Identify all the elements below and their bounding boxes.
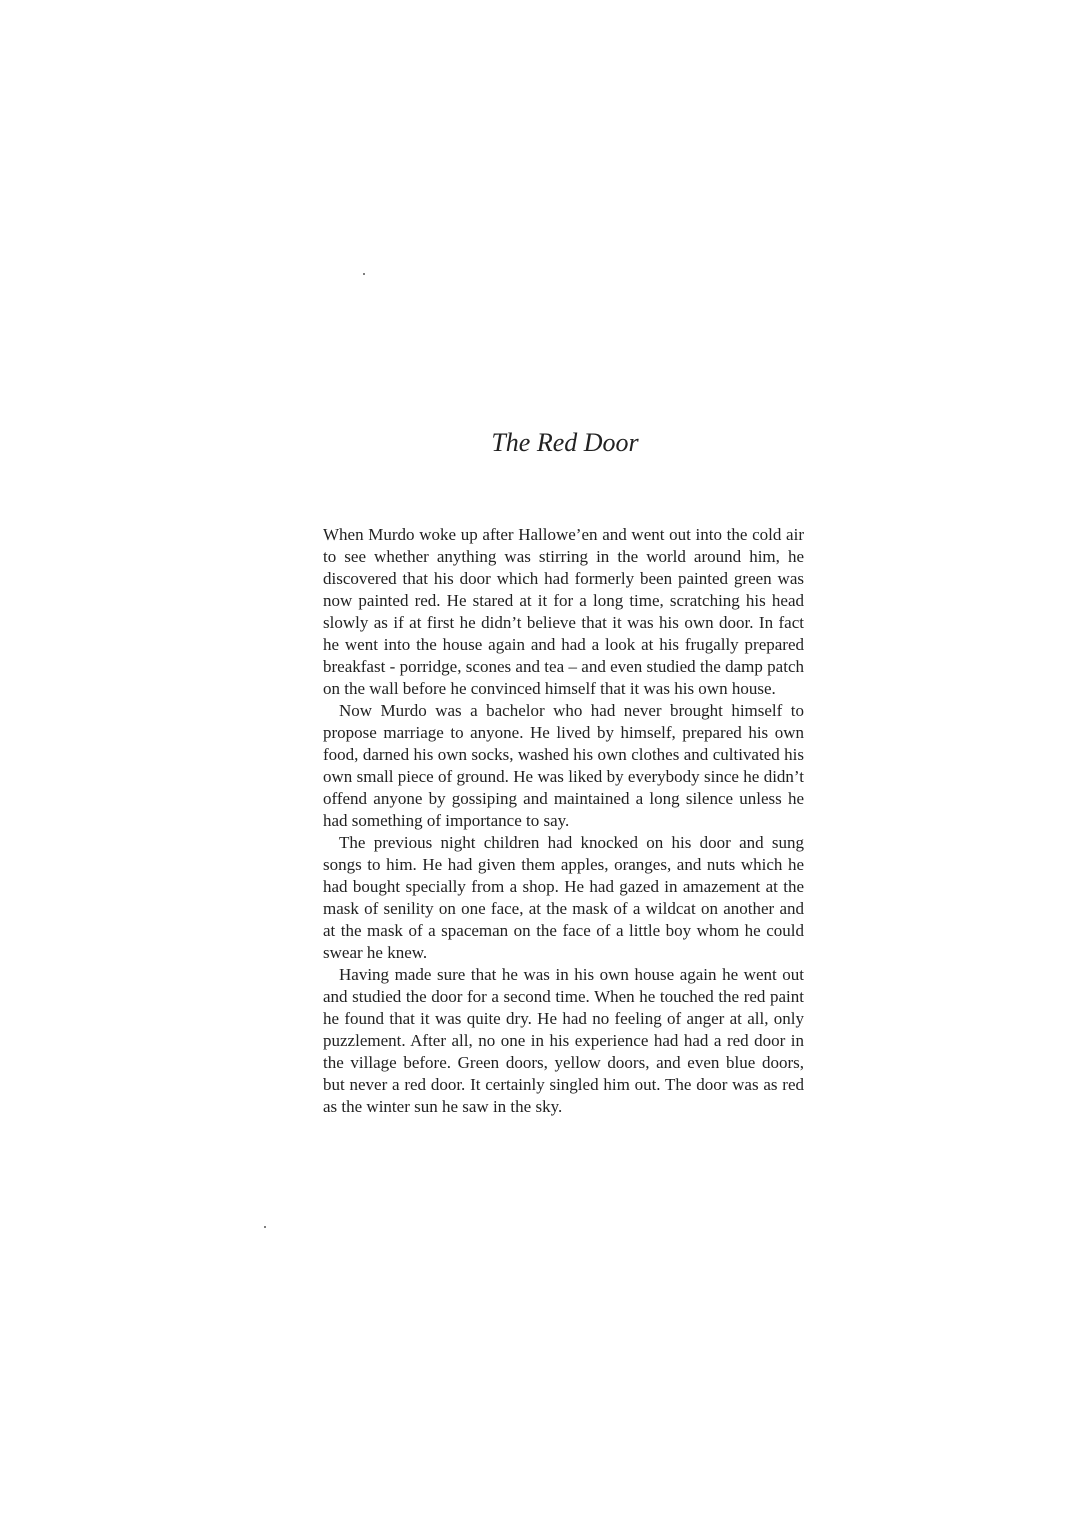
paragraph: The previous night children had knocked on his door and sung songs to him. He had given them apples, oranges, and nuts which he had bought specially from a shop. He had gazed in amazement at the mask of senility on one face, at the mask of a wildcat on another and at the mask of a spaceman on the face of a little boy whom he could swear he knew. [323,833,804,962]
paragraph: Having made sure that he was in his own house again he went out and studied the door for a second time. When he touched the red paint he found that it was quite dry. He had no feeling of anger at all, only puzzlement. After all, no one in his experience had had a red door in the village before. Green doors, yellow doors, and even blue doors, but never a red door. It certainly singled him out. The door was as red as the winter sun he saw in the sky. [323,965,804,1116]
scan-speck [264,1226,266,1228]
paragraph: When Murdo woke up after Hallowe’en and went out into the cold air to see whether anything was stirring in the world around him, he discovered that his door which had formerly been painted green was now painted red. He stared at it for a long time, scratching his head slowly as if at first he didn’t believe that it was his own door. In fact he went into the house again and had a look at his frugally prepared breakfast - porridge, scones and tea – and even studied the damp patch on the wall before he convinced himself that it was his own house. [323,525,804,698]
scan-speck [363,273,365,275]
story-title: The Red Door [491,428,639,457]
story-body [323,524,804,1118]
paragraph: Now Murdo was a bachelor who had never brought himself to propose marriage to anyone. He lived by himself, prepared his own food, darned his own socks, washed his own clothes and cultivated his own small piece of ground. He was liked by everybody since he didn’t offend anyone by gossiping and maintained a long silence unless he had something of importance to say. [323,701,804,830]
